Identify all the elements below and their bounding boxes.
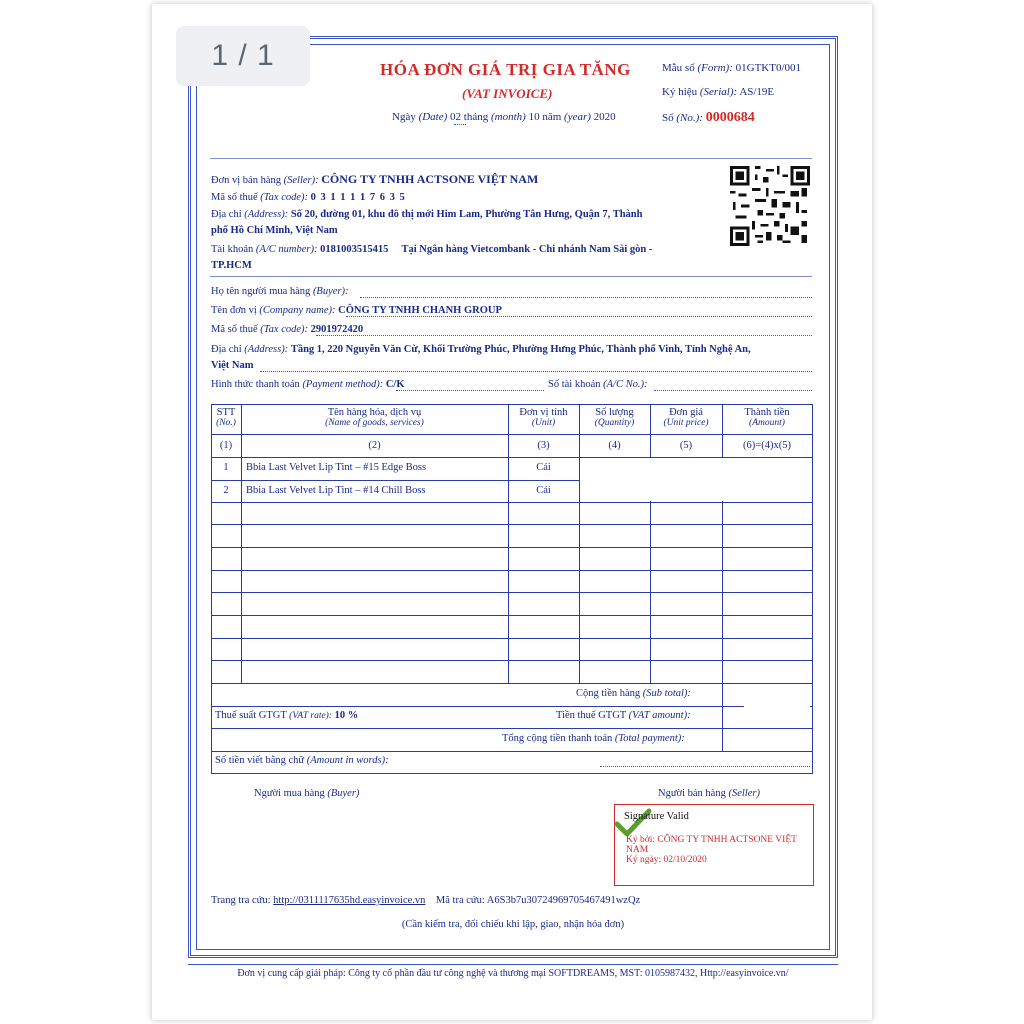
buyer-name-row: Họ tên người mua hàng (Buyer):	[211, 286, 349, 297]
invoice-subtitle: (VAT INVOICE)	[462, 86, 553, 101]
payment-method: C/K	[385, 379, 405, 390]
buyer-signature-label: Người mua hàng (Buyer)	[254, 788, 360, 799]
lookup-row: Trang tra cứu: http://0311117635hd.easyinvoice.vn Mã tra cứu: A6S3b7u30724969705467491wzQz	[211, 895, 641, 906]
col-header-name: Tên hàng hóa, dịch vụ (Name of goods, services)	[325, 407, 424, 428]
lookup-link[interactable]: http://0311117635hd.easyinvoice.vn	[273, 895, 426, 906]
buyer-address-line	[260, 371, 812, 372]
buyer-account-row: Số tài khoản (A/C No.):	[548, 379, 648, 390]
date-day: 02	[450, 111, 462, 123]
dots	[454, 124, 466, 125]
col-number: (1)	[219, 440, 233, 451]
subtotal-label: Cộng tiền hàng (Sub total):	[576, 688, 691, 699]
buyer-company-row: Tên đơn vị (Company name): CÔNG TY TNHH CHANH GROUP	[211, 305, 502, 316]
payment-line	[396, 390, 544, 391]
vat-rate: 10 %	[334, 710, 359, 721]
seller-name-row: Đơn vị bán hàng (Seller): CÔNG TY TNHH ACTSONE VIỆT NAM	[211, 172, 539, 186]
col-header-no: STT (No.)	[216, 407, 236, 428]
row-item-name: Bbia Last Velvet Lip Tint – #15 Edge Boss	[246, 462, 427, 473]
invoice-title: HÓA ĐƠN GIÁ TRỊ GIA TĂNG	[380, 60, 631, 79]
total-label: Tổng cộng tiền thanh toán (Total payment):	[502, 733, 685, 744]
seller-tax-code: 0 3 1 1 1 1 7 6 3 5	[310, 192, 406, 203]
vat-amount-label: Tiền thuế GTGT (VAT amount):	[556, 710, 691, 721]
seller-account-row: Tài khoản (A/C number): 0181003515415 Tại Ngân hàng Vietcombank - Chi nhánh Nam Sài gòn -	[211, 244, 653, 255]
row-unit: Cái	[536, 485, 551, 496]
seller-address-line2: phố Hồ Chí Minh, Việt Nam	[211, 225, 338, 236]
row-no: 1	[223, 462, 229, 473]
seller-divider	[210, 276, 812, 277]
invoice-date: Ngày (Date) 02 tháng (month) 10 năm (year) 2020	[392, 111, 616, 123]
page-indicator: 1 / 1	[176, 26, 310, 86]
col-header-unit: Đơn vị tính (Unit)	[519, 407, 568, 428]
seller-signature-label: Người bán hàng (Seller)	[658, 788, 760, 799]
lookup-note: (Cần kiểm tra, đối chiếu khi lập, giao, nhận hóa đơn)	[401, 919, 625, 930]
col-number: (5)	[679, 440, 693, 451]
buyer-address-line2: Việt Nam	[211, 360, 254, 371]
buyer-tax-code: 2901972420	[310, 324, 364, 335]
row-unit: Cái	[536, 462, 551, 473]
qr-code-icon	[730, 166, 810, 246]
amount-in-words-line	[600, 766, 810, 767]
buyer-name-line	[360, 297, 812, 298]
col-number: (2)	[368, 440, 381, 451]
col-header-amount: Thành tiền (Amount)	[744, 407, 790, 428]
date-year: 2020	[593, 111, 616, 123]
signed-by: Ký bởi: CÔNG TY TNHH ACTSONE VIỆT NAM Ký ngày: 02/10/2020	[626, 835, 810, 865]
amount-in-words-label: Số tiền viết bằng chữ (Amount in words):	[215, 755, 389, 766]
form-number: Mẫu số (Form): 01GTKT0/001	[662, 62, 802, 74]
invoice-number: Số (No.): 0000684	[662, 110, 755, 125]
col-number: (4)	[608, 440, 621, 451]
signed-date: Ký ngày: 02/10/2020	[626, 855, 707, 865]
header-divider	[210, 158, 812, 159]
buyer-tax-line	[316, 335, 812, 336]
vat-rate-row: Thuế suất GTGT (VAT rate): 10 %	[215, 710, 359, 721]
row-no: 2	[223, 485, 229, 496]
serial-number: Ký hiệu (Serial): AS/19E	[662, 86, 775, 98]
buyer-account-line	[654, 390, 812, 391]
payment-method-row: Hình thức thanh toán (Payment method): C/K	[211, 379, 405, 390]
date-month: 10	[528, 111, 540, 123]
col-number: (3)	[537, 440, 550, 451]
col-number: (6)=(4)x(5)	[743, 440, 791, 451]
lookup-code: A6S3b7u30724969705467491wzQz	[486, 895, 641, 906]
col-header-unit-price: Đơn giá (Unit price)	[663, 407, 709, 428]
seller-address-row: Địa chỉ (Address): Số 20, đường 01, khu đô thị mới Him Lam, Phường Tân Hưng, Quận 7, Thành	[211, 209, 643, 220]
footer-provider: Đơn vị cung cấp giải pháp: Công ty cổ phần đầu tư công nghệ và thương mại SOFTDREAMS, MST: 0105987432, Http://easyinvoice.vn/	[237, 968, 789, 979]
buyer-company: CÔNG TY TNHH CHANH GROUP	[338, 305, 502, 316]
buyer-address-row: Địa chỉ (Address): Tầng 1, 220 Nguyễn Văn Cừ, Khối Trường Phúc, Phường Hưng Phúc, Thành phố Vinh, Tỉnh Nghệ An,	[211, 344, 751, 355]
signature-valid-text: Signature Valid	[624, 811, 689, 822]
row-item-name: Bbia Last Velvet Lip Tint – #14 Chill Boss	[246, 485, 426, 496]
seller-tax-row: Mã số thuế (Tax code): 0 3 1 1 1 1 7 6 3 5	[211, 192, 406, 203]
col-header-quantity: Số lượng (Quantity)	[594, 407, 635, 428]
seller-bank-line2: TP.HCM	[211, 260, 252, 271]
buyer-company-line	[346, 316, 812, 317]
buyer-tax-row: Mã số thuế (Tax code): 2901972420	[211, 324, 364, 335]
seller-name: CÔNG TY TNHH ACTSONE VIỆT NAM	[321, 172, 539, 186]
